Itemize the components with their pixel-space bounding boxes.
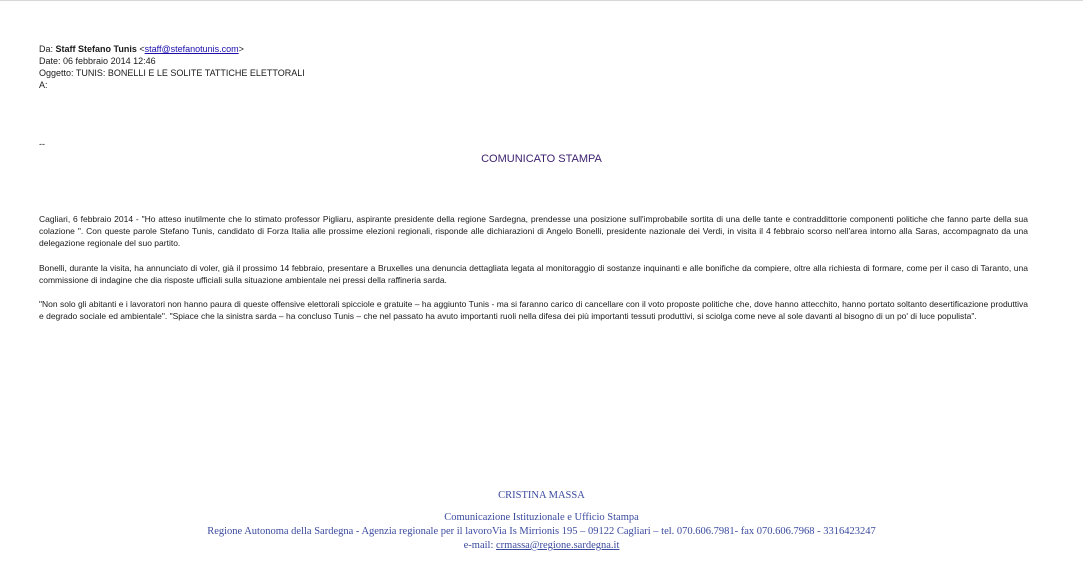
to-row: [39, 79, 305, 91]
email-header: [39, 43, 305, 91]
to-label: A:: [39, 80, 48, 90]
signature-office: Comunicazione Istituzionale e Ufficio Stampa: [444, 512, 639, 523]
date-label: Date:: [39, 56, 61, 66]
signature-address: Regione Autonoma della Sardegna - Agenzia regionale per il lavoroVia Is Mirrionis 195 – 09122 Cagliari – tel. 070.606.7981- fax 070.606.7968 - 3316423247: [207, 526, 876, 537]
signature-email-row: [0, 539, 1083, 553]
from-email-link[interactable]: staff@stefanotunis.com: [144, 44, 239, 54]
signature-name: CRISTINA MASSA: [498, 490, 585, 501]
paragraph-3: "Non solo gli abitanti e i lavoratori non hanno paura di queste offensive elettorali spicciole e gratuite – ha aggiunto Tunis - ma si faranno carico di cancellare con il voto proposte politiche che, dove hanno attecchito, hanno portato soltanto desertificazione produttiva e degrado sociale ed ambientale". "Spiace che la sinistra sarda – ha concluso Tunis – che nel passato ha avuto importanti ruoli nella difesa dei più importanti tessuti produttivi, si sciolga come neve al sole davanti al bisogno di un po' di luce populista".: [39, 299, 1028, 321]
signature-separator: --: [39, 139, 45, 149]
subject-value: TUNIS: BONELLI E LE SOLITE TATTICHE ELETTORALI: [75, 68, 305, 78]
from-row: Da: Staff Stefano Tunis <staff@stefanotunis.com>: [39, 44, 244, 54]
paragraph-1: Cagliari, 6 febbraio 2014 - "Ho atteso inutilmente che lo stimato professor Pigliaru, aspirante presidente della regione Sardegna, prendesse una posizione sull'improbabile sortita di una delle tante e contraddittorie componenti politiche che fanno parte della sua colazione ". Con queste parole Stefano Tunis, candidato di Forza Italia alle prossime elezioni regionali, risponde alle dichiarazioni di Angelo Bonelli, presidente nazionale dei Verdi, in visita il 4 febbraio scorso nell'area intorno alla Saras, accompagnato da una delegazione regionale del suo partito.: [39, 214, 1028, 248]
top-divider: [0, 0, 1083, 1]
from-name: Staff Stefano Tunis: [55, 44, 137, 54]
date-value: 06 febbraio 2014 12:46: [63, 56, 156, 66]
subject-row: [39, 67, 305, 79]
date-row: [39, 55, 305, 67]
paragraph-2: Bonelli, durante la visita, ha annunciato di voler, già il prossimo 14 febbraio, presentare a Bruxelles una denuncia dettagliata legata al monitoraggio di sostanze inquinanti e alle bonifiche da compiere, oltre alla richiesta di formare, come per il caso di Taranto, una commissione di indagine che dia risposte ufficiali sulla situazione ambientale nei pressi della raffineria sarda.: [39, 263, 1028, 285]
signature-email-link[interactable]: crmassa@regione.sardegna.it: [496, 540, 620, 551]
subject-label: Oggetto:: [39, 68, 74, 78]
from-label: Da:: [39, 44, 54, 54]
signature-email-label: e-mail:: [463, 540, 494, 551]
document-title: COMUNICATO STAMPA: [481, 153, 602, 165]
